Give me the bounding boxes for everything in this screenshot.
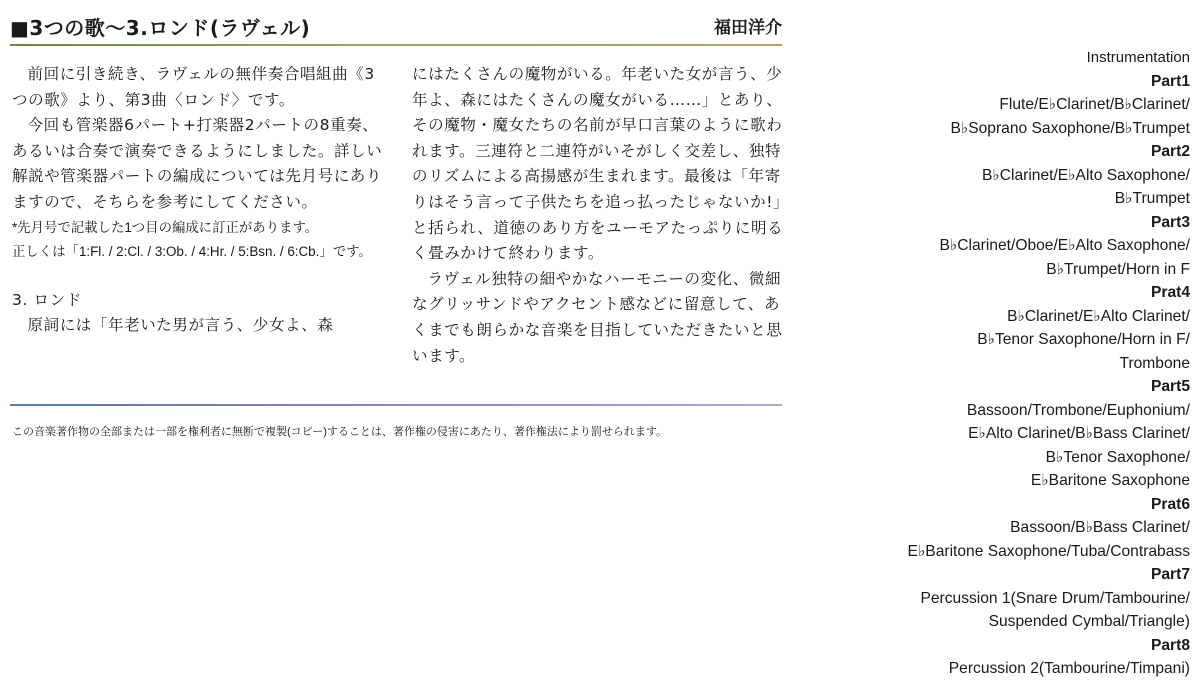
part-instruments: B♭Clarinet/E♭Alto Clarinet/ bbox=[1007, 307, 1190, 325]
part-block bbox=[790, 563, 1190, 634]
part-instruments: Suspended Cymbal/Triangle) bbox=[988, 613, 1190, 630]
part-instruments: Trombone bbox=[1119, 354, 1190, 372]
part-block bbox=[790, 634, 1190, 681]
right-column bbox=[412, 62, 784, 369]
part-block bbox=[790, 493, 1190, 564]
parts-list bbox=[790, 70, 1190, 681]
part-label: Part1 bbox=[1150, 72, 1190, 90]
author-name: 福田洋介 bbox=[714, 18, 782, 38]
part-block bbox=[790, 140, 1190, 211]
part-label: Part2 bbox=[1150, 143, 1190, 160]
part-instruments: Flute/E♭Clarinet/B♭Clarinet/ bbox=[999, 96, 1190, 113]
article-title: ■3つの歌〜3.ロンド(ラヴェル) bbox=[10, 16, 311, 40]
part-instruments: B♭Soprano Saxophone/B♭Trumpet bbox=[950, 119, 1190, 137]
part-instruments: B♭Clarinet/E♭Alto Saxophone/ bbox=[981, 166, 1190, 184]
part-instruments: E♭Alto Clarinet/B♭Bass Clarinet/ bbox=[968, 425, 1190, 442]
section-heading: 3. ロンド bbox=[12, 290, 82, 309]
part-label: Part5 bbox=[1150, 378, 1190, 395]
part-block bbox=[790, 211, 1190, 282]
instrumentation-heading: Instrumentation bbox=[1086, 49, 1190, 66]
part-instruments: Percussion 1(Snare Drum/Tambourine/ bbox=[920, 589, 1190, 607]
intro-paragraph: 前回に引き続き、ラヴェルの無伴奏合唱組曲《3つの歌》より、第3曲〈ロンド〉です。 bbox=[12, 65, 375, 109]
part-block bbox=[790, 375, 1190, 493]
part-instruments: Bassoon/Trombone/Euphonium/ bbox=[966, 401, 1190, 419]
performance-paragraph: ラヴェル独特の細やかなハーモニーの変化、微細なグリッサンドやアクセント感などに留意して、あくまでも朗らかな音楽を目指していただきたいと思います。 bbox=[412, 269, 783, 365]
part-instruments: E♭Baritone Saxophone bbox=[1030, 472, 1190, 489]
part-instruments: Percussion 2(Tambourine/Timpani) bbox=[948, 660, 1190, 677]
part-instruments: B♭Trumpet/Horn in F bbox=[1046, 260, 1190, 278]
part-label: Part3 bbox=[1150, 213, 1190, 231]
part-label: Prat6 bbox=[1150, 495, 1190, 513]
part-label: Part8 bbox=[1150, 636, 1190, 654]
part-block bbox=[790, 70, 1190, 141]
correction-note: *先月号で記載した1つ目の編成に訂正があります。 bbox=[12, 219, 319, 235]
top-divider bbox=[10, 44, 782, 46]
part-instruments: Bassoon/B♭Bass Clarinet/ bbox=[1010, 519, 1190, 536]
correction-detail: 正しくは「1:Fl. / 2:Cl. / 3:Ob. / 4:Hr. / 5:Bsn. / 6:Cb.」です。 bbox=[12, 244, 372, 260]
copyright-notice: この音楽著作物の全部または一部を権利者に無断で複製(コピー)することは、著作権の侵害にあたり、著作権法により罰せられます。 bbox=[12, 426, 668, 438]
part-label: Prat4 bbox=[1150, 284, 1190, 301]
article-header bbox=[10, 8, 782, 42]
instrumentation-list bbox=[790, 46, 1190, 681]
part-instruments: B♭Trumpet bbox=[1114, 190, 1190, 207]
part-instruments: B♭Clarinet/Oboe/E♭Alto Saxophone/ bbox=[939, 237, 1190, 254]
part-block bbox=[790, 281, 1190, 375]
part-instruments: E♭Baritone Saxophone/Tuba/Contrabass bbox=[907, 542, 1190, 560]
lyrics-paragraph-continued: にはたくさんの魔物がいる。年老いた女が言う、少年よ、森にはたくさんの魔女がいる……」とあり、その魔物・魔女たちの名前が早口言葉のように歌われます。三連符と二連符がいそがしく交差し、独特のリズムによる高揚感が生まれます。最後は「年寄りはそう言って子供たちを追っ払ったじゃないか!」と括られ、道徳のあり方をユーモアたっぷりに明るく畳みかけて終わります。 bbox=[412, 65, 784, 263]
part-instruments: B♭Tenor Saxophone/ bbox=[1045, 448, 1190, 466]
part-label: Part7 bbox=[1150, 566, 1190, 583]
bottom-divider bbox=[10, 404, 782, 406]
left-column bbox=[12, 62, 384, 339]
arrangement-paragraph: 今回も管楽器6パート+打楽器2パートの8重奏、あるいは合奏で演奏できるようにしました。詳しい解説や管楽器パートの編成については先月号にありますので、そちらを参考にしてください。 bbox=[12, 116, 383, 211]
part-instruments: B♭Tenor Saxophone/Horn in F/ bbox=[977, 331, 1190, 348]
lyrics-paragraph-start: 原詞には「年老いた男が言う、少女よ、森 bbox=[27, 316, 334, 335]
